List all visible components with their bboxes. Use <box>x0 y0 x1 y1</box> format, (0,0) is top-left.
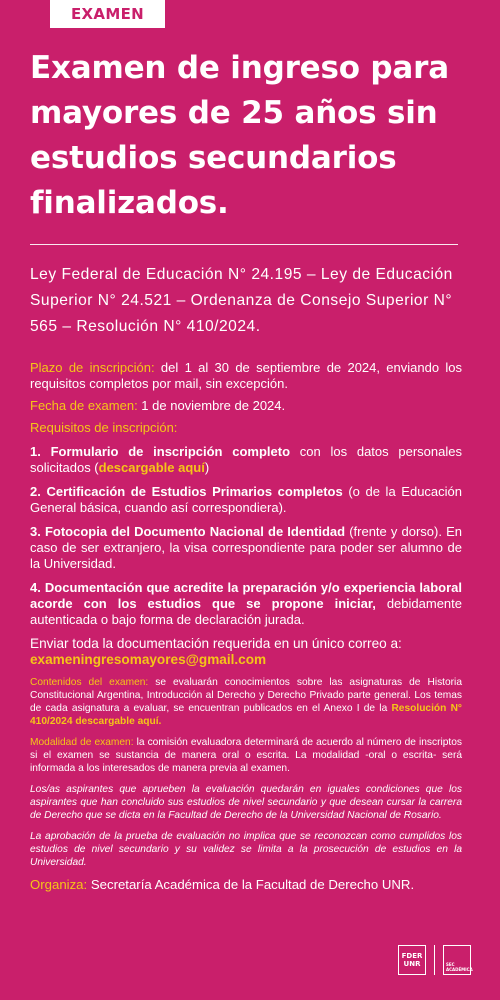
plazo-label: Plazo de inscripción: <box>30 360 155 375</box>
plazo-text: del 1 al 30 de septiembre de 2024, enviando los requisitos completos por mail, sin excepción. <box>30 360 462 391</box>
requisito-2-text: (o de la Educación General básica, cuando así correspondiera). <box>30 484 462 515</box>
main-content <box>30 360 462 893</box>
formulario-download-link[interactable]: descargable aquí <box>98 460 205 475</box>
modalidad-paragraph <box>30 736 462 775</box>
requisito-4-title: 4. Documentación que acredite la preparación y/o experiencia laboral acorde con los estudios que se propone iniciar, <box>30 580 462 611</box>
fder-logo-line2: UNR <box>403 960 421 968</box>
section-tag: EXAMEN <box>50 0 165 28</box>
email-link[interactable]: examen​ingresomayores@gmail.com <box>30 652 267 667</box>
requisito-3-title: 3. Fotocopia del Documento Nacional de Identidad <box>30 524 346 539</box>
organiza-label: Organiza: <box>30 877 88 892</box>
organiza-paragraph <box>30 877 462 893</box>
nota-validez: La aprobación de la prueba de evaluación no implica que se reconozcan como cumplidos los estudios de nivel secundario y su validez se limita a la prosecución de estudios en la Universidad. <box>30 831 462 868</box>
requisito-3-text: (frente y dorso). En caso de ser extranjero, la visa correspondiente para poder ser alumno de la Universidad. <box>30 524 462 571</box>
requisito-4-text: debidamente autenticada o bajo forma de declaración jurada. <box>30 596 462 627</box>
contenidos-paragraph <box>30 676 462 728</box>
plazo-paragraph <box>30 360 462 392</box>
requisitos-heading <box>30 420 462 436</box>
sec-logo-line1: SEC <box>446 962 455 967</box>
requisito-1-text: con los datos personales solicitados ( <box>30 444 462 475</box>
sec-logo-line2: ACADÉMICA <box>446 967 473 972</box>
requisito-2 <box>30 484 462 516</box>
requisito-1-title: 1. Formulario de inscripción completo <box>30 444 291 459</box>
fecha-label: Fecha de examen: <box>30 398 138 413</box>
law-references: Ley Federal de Educación N° 24.195 – Ley de Educación Superior N° 24.521 – Ordenanza de Consejo Superior N° 565 – Resolución N° 410/2024. <box>30 266 453 335</box>
fecha-paragraph <box>30 398 462 414</box>
modalidad-label: Modalidad de examen: <box>30 737 134 748</box>
requisito-1 <box>30 444 462 476</box>
requisito-3 <box>30 524 462 572</box>
requisito-1-end: ) <box>204 460 210 475</box>
resolucion-download-link[interactable]: Resolución N° 410/2024 descargable aquí. <box>30 703 463 727</box>
requisitos-label: Requisitos de inscripción: <box>30 420 178 435</box>
footer-logos <box>398 942 471 978</box>
nota-aprobacion: Los/as aspirantes que aprueben la evaluación quedarán en iguales condiciones que los aspirantes que han concluido sus estudios de nivel secundario y que desean cursar la carrera de Derecho que se dicta en la Facultad de Derecho de la Universidad Nacional de Rosario. <box>30 784 462 821</box>
fder-unr-logo <box>398 945 426 975</box>
enviar-paragraph <box>30 636 462 668</box>
enviar-text: Enviar toda la documentación requerida en un único correo a: <box>30 636 402 651</box>
requisito-4 <box>30 580 462 628</box>
contenidos-label: Contenidos del examen: <box>30 677 149 688</box>
page-title: Examen de ingreso para mayores de 25 años sin estudios secundarios finalizados. <box>30 50 449 221</box>
sec-academica-logo <box>443 945 471 975</box>
organiza-text: Secretaría Académica de la Facultad de Derecho UNR. <box>87 877 415 892</box>
divider <box>30 244 458 245</box>
fecha-text: 1 de noviembre de 2024. <box>137 398 286 413</box>
contenidos-text: se evaluarán conocimientos sobre las asignaturas de Historia Constitucional Argentina, Introducción al Derecho y Derecho Privado parte general. Los temas de cada asignatura a evaluar, se encuentran publicados en el Anexo I de la <box>30 677 462 714</box>
requisito-2-title: 2. Certificación de Estudios Primarios completos <box>30 484 343 499</box>
fder-logo-line1: FDER <box>401 952 423 960</box>
modalidad-text: la comisión evaluadora determinará de acuerdo al número de inscriptos si el examen se sustancia de manera oral o escrita. La modalidad -oral o escrita- será informada a los interesados de manera previa al examen. <box>30 737 462 774</box>
logo-separator <box>434 945 435 975</box>
